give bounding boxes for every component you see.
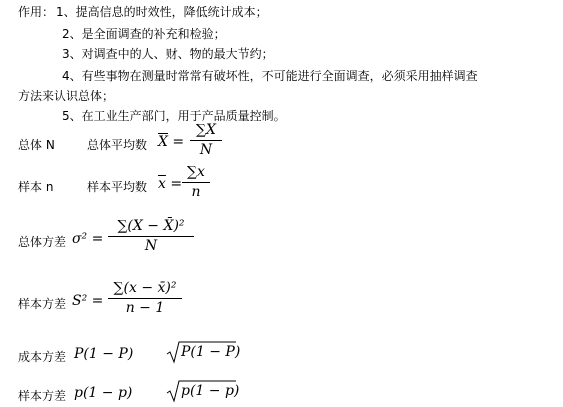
use-item-5: 5、在工业生产部门，用于产品质量控制。 — [62, 109, 286, 123]
proportion-variance-label: 成本方差 — [18, 350, 67, 364]
population-mean-denominator: N — [199, 142, 213, 158]
sample-variance-lhs: S² = — [72, 293, 104, 309]
sample-proportion-variance-label: 样本方差 — [18, 389, 67, 403]
sample-variance-denominator: n − 1 — [125, 300, 165, 316]
sample-mean-numerator: ∑x — [187, 164, 205, 180]
population-mean-label: 总体平均数 — [87, 138, 148, 152]
use-item-4-line-2: 方法来认识总体； — [18, 89, 115, 103]
population-mean-lhs: $\overline{X}$ = — [158, 134, 185, 150]
use-item-1: 1、提高信息的时效性，降低统计成本； — [56, 5, 268, 19]
population-variance-numerator: ∑(X − X̄)² — [117, 218, 185, 234]
use-item-2: 2、是全面调查的补充和检验； — [62, 27, 226, 41]
sample-variance-fraction — [108, 280, 182, 317]
proportion-variance-expr: P(1 − P) — [74, 346, 134, 362]
proportion-variance-sqrt — [166, 340, 241, 364]
population-variance-fraction — [108, 218, 194, 255]
population-mean-fraction — [190, 122, 222, 159]
population-variance-label: 总体方差 — [18, 235, 67, 249]
sample-proportion-variance-sqrt — [166, 379, 240, 403]
uses-heading: 作用： — [18, 5, 55, 19]
sample-mean-fraction — [182, 164, 210, 201]
sample-variance-label: 样本方差 — [18, 297, 67, 311]
fraction-bar — [190, 140, 222, 141]
sample-label: 样本 n — [18, 180, 54, 194]
population-variance-denominator: N — [144, 238, 158, 254]
use-item-3: 3、对调查中的人、财、物的最大节约； — [62, 47, 274, 61]
population-mean-numerator: ∑X — [196, 122, 216, 138]
sample-proportion-variance-sqrt-content: p(1 − p) — [181, 383, 240, 399]
sample-proportion-variance-expr: p(1 − p) — [74, 385, 133, 401]
sample-variance-numerator: ∑(x − x̄)² — [113, 280, 177, 296]
sample-mean-denominator: n — [191, 184, 201, 200]
fraction-bar — [108, 236, 194, 237]
fraction-bar — [182, 182, 210, 183]
population-variance-lhs: σ² = — [72, 231, 104, 247]
use-item-4-line-1: 4、有些事物在测量时常常有破坏性，不可能进行全面调查，必须采用抽样调查 — [62, 69, 478, 83]
fraction-bar — [108, 298, 182, 299]
sample-mean-lhs: $\overline{x}$ = — [158, 176, 183, 192]
proportion-variance-sqrt-content: P(1 − P) — [181, 344, 241, 360]
population-label: 总体 N — [18, 138, 55, 152]
sample-mean-label: 样本平均数 — [87, 180, 148, 194]
